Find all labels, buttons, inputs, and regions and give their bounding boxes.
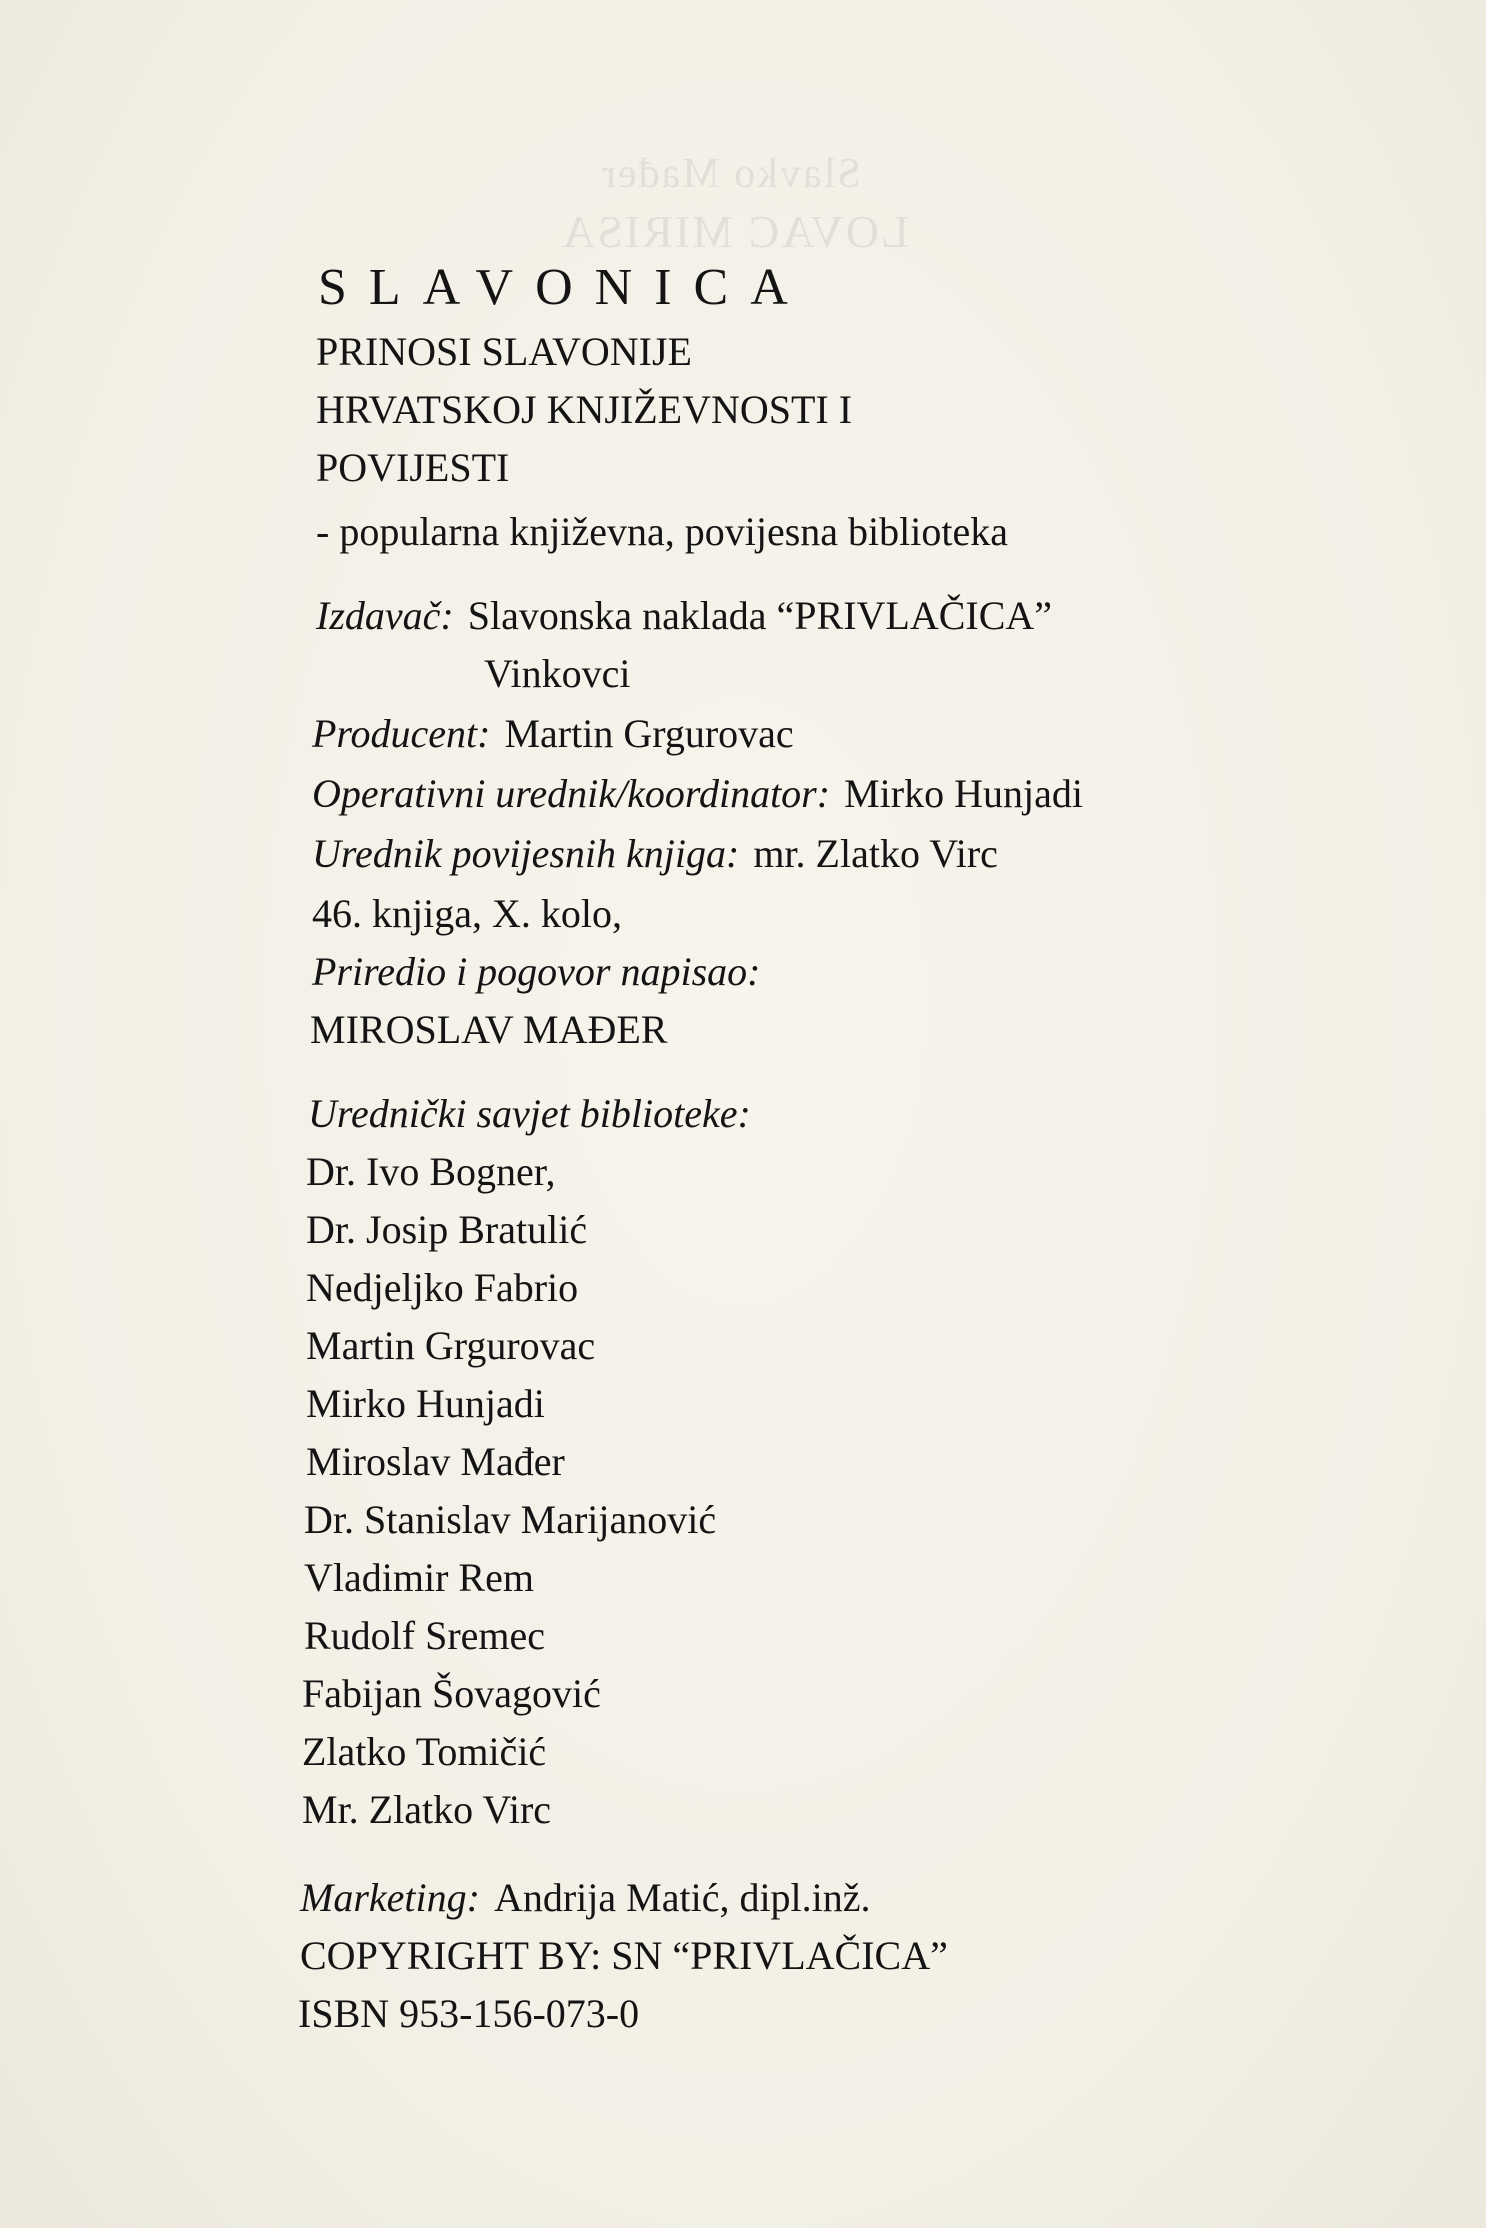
marketing-label: Marketing: [300,1875,480,1920]
bleed-through-title: LOVAC MIRISA [560,206,910,257]
board-member: Vladimir Rem [304,1555,534,1600]
board-member: Miroslav Mađer [306,1439,565,1484]
operative-editor-value: Mirko Hunjadi [844,771,1083,816]
producer-value: Martin Grgurovac [504,711,794,756]
history-editor-line [312,831,998,876]
board-member: Zlatko Tomičić [302,1729,547,1774]
board-member: Nedjeljko Fabrio [306,1265,579,1310]
series-subtitle-line-1: PRINOSI SLAVONIJE [316,329,692,374]
board-member: Mirko Hunjadi [306,1381,545,1426]
board-member: Rudolf Sremec [304,1613,546,1658]
series-title: SLAVONICA [318,259,810,316]
board-member: Dr. Ivo Bogner, [306,1149,556,1194]
prepared-by-value: MIROSLAV MAĐER [310,1007,668,1052]
publisher-line [316,593,1053,638]
series-subtitle-line-3: POVIJESTI [316,445,510,490]
copyright: COPYRIGHT BY: SN “PRIVLAČICA” [300,1933,948,1978]
producer-label: Producent: [312,711,491,756]
board-member: Mr. Zlatko Virc [302,1787,552,1832]
board-member: Dr. Josip Bratulić [306,1207,588,1252]
board-label: Urednički savjet biblioteke: [308,1091,751,1136]
publisher-city: Vinkovci [484,651,631,696]
history-editor-label: Urednik povijesnih knjiga: [312,831,740,876]
series-subtitle-line-2: HRVATSKOJ KNJIŽEVNOSTI I [316,387,853,432]
publisher-label: Izdavač: [316,593,454,638]
series-description: - popularna književna, povijesna biblioteka [316,509,1009,554]
history-editor-value: mr. Zlatko Virc [753,831,998,876]
operative-editor-line [312,771,1083,816]
bleed-through-author: Slavko Mađer [600,151,861,197]
marketing-value: Andrija Matić, dipl.inž. [493,1875,871,1920]
operative-editor-label: Operativni urednik/koordinator: [312,771,831,816]
board-member: Dr. Stanislav Marijanović [304,1497,717,1542]
publisher-value: Slavonska naklada “PRIVLAČICA” [467,593,1053,638]
isbn: ISBN 953-156-073-0 [298,1991,640,2036]
prepared-by-label: Priredio i pogovor napisao: [312,949,761,994]
producer-line [312,711,794,756]
board-member: Fabijan Šovagović [302,1671,601,1716]
marketing-line [300,1875,871,1920]
volume-info: 46. knjiga, X. kolo, [312,891,622,936]
board-member: Martin Grgurovac [306,1323,596,1368]
